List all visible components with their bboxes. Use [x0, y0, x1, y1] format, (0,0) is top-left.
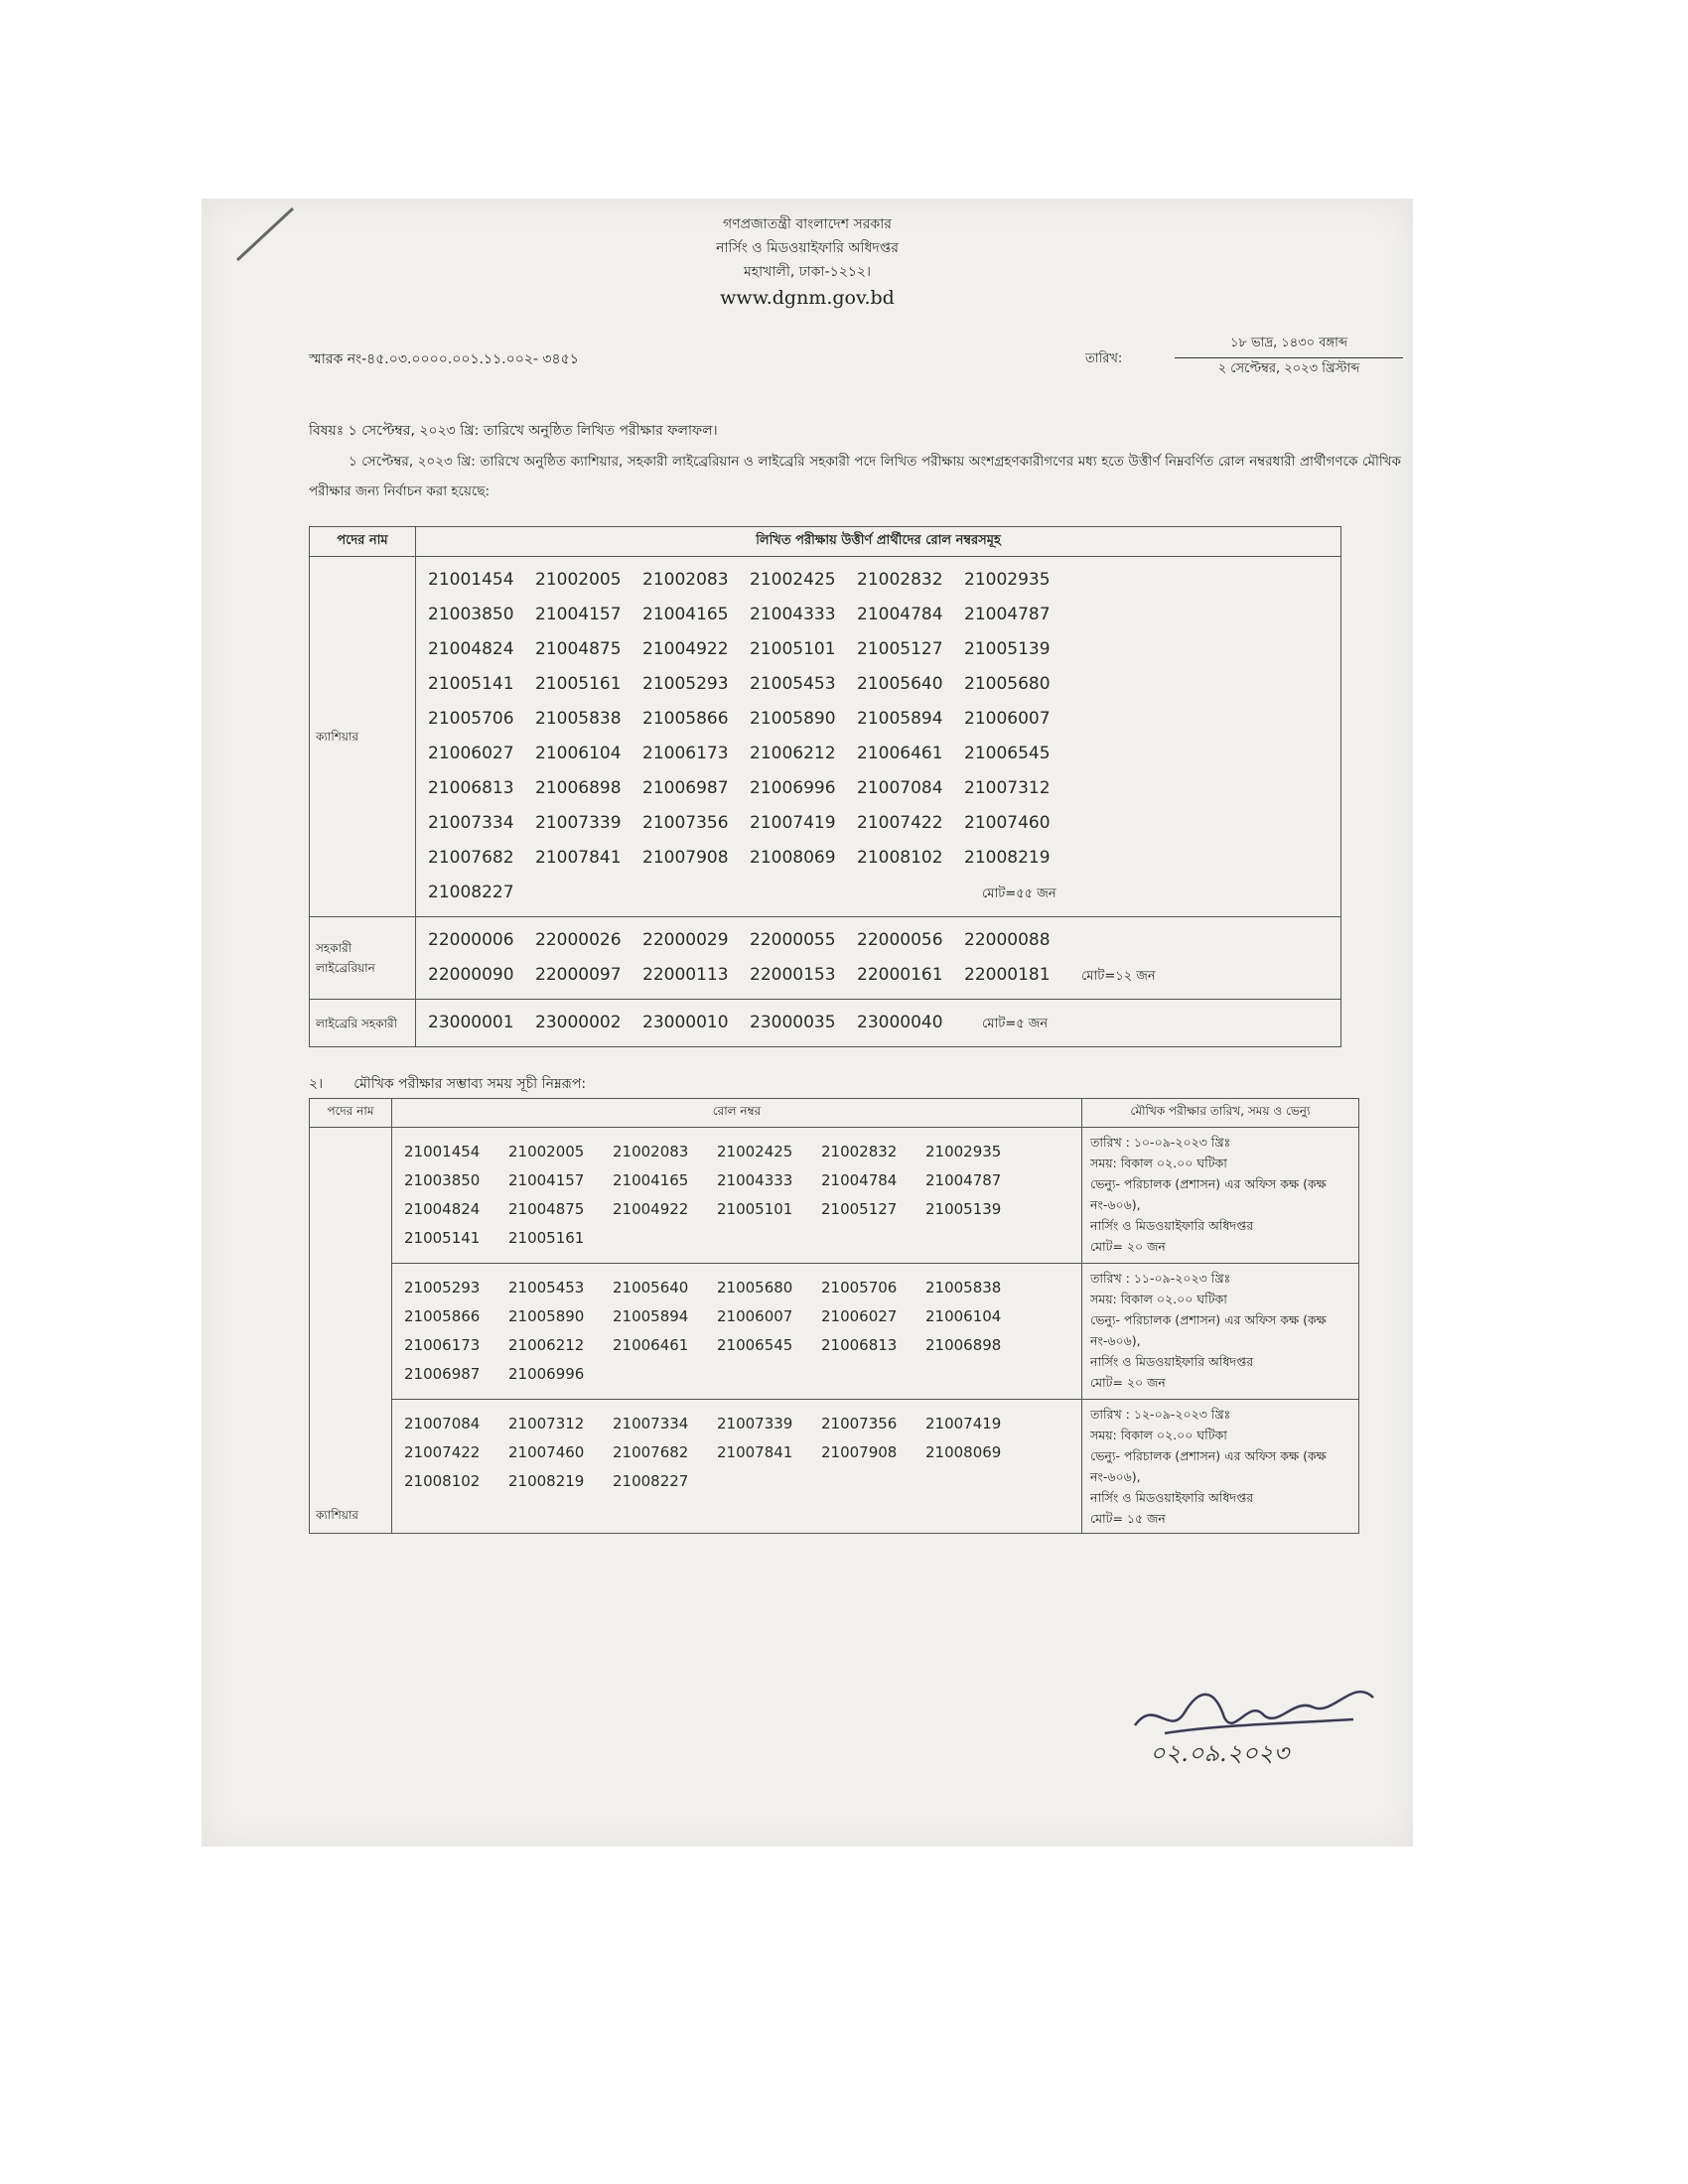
- result-row: [310, 917, 1341, 1000]
- roll-number: 21005680: [964, 674, 1051, 694]
- roll-number: 22000161: [857, 965, 943, 985]
- roll-number: 21006987: [404, 1365, 481, 1383]
- schedule-office: নার্সিং ও মিডওয়াইফারি অধিদপ্তর: [1090, 1354, 1254, 1369]
- roll-number: 21007460: [964, 813, 1051, 833]
- schedule-date: তারিখ : ১২-০৯-২০২৩ খ্রিঃ: [1090, 1407, 1231, 1422]
- roll-row: [404, 1410, 1069, 1438]
- roll-row: [428, 771, 1329, 806]
- roll-number: 22000113: [642, 965, 729, 985]
- post-total: মোট=৫৫ জন: [982, 887, 1056, 901]
- roll-number: 21006898: [925, 1336, 1002, 1354]
- roll-number: 21005293: [404, 1279, 481, 1297]
- roll-number: 21002005: [508, 1143, 585, 1160]
- roll-row: [428, 632, 1329, 667]
- result-table: [309, 526, 1341, 1047]
- roll-number: 21004784: [857, 605, 943, 624]
- roll-number: 21005640: [857, 674, 943, 694]
- roll-number: 21006898: [535, 778, 622, 798]
- roll-number: 21007419: [750, 813, 836, 833]
- schedule-time: সময়: বিকাল ০২.০০ ঘটিকা: [1090, 1428, 1227, 1442]
- roll-number: 21007419: [925, 1415, 1002, 1433]
- roll-number: 21008227: [428, 883, 514, 902]
- header-line-2: নার্সিং ও মিডওয়াইফারি অধিদপ্তর: [716, 240, 899, 256]
- roll-number: 21005838: [925, 1279, 1002, 1297]
- roll-number: 21007339: [535, 813, 622, 833]
- roll-number: 21005127: [821, 1200, 898, 1218]
- schedule-col-post: পদের নাম: [310, 1099, 392, 1128]
- roll-number: 21003850: [404, 1171, 481, 1189]
- post-name: লাইব্রেরি সহকারী: [310, 1000, 416, 1047]
- roll-number: 21004333: [750, 605, 836, 624]
- roll-number: 21007422: [857, 813, 943, 833]
- roll-number: 21005890: [750, 709, 836, 729]
- roll-number: 21006987: [642, 778, 729, 798]
- roll-number: 21005127: [857, 639, 943, 659]
- date-english: ২ সেপ্টেম্বর, ২০২৩ খ্রিস্টাব্দ: [1217, 361, 1360, 376]
- roll-row: [404, 1302, 1069, 1331]
- col-rolls-header: লিখিত পরীক্ষায় উত্তীর্ণ প্রার্থীদের রোল নম্বরসমূহ: [416, 527, 1341, 557]
- roll-number: 21005866: [404, 1307, 481, 1325]
- roll-number: 21006996: [508, 1365, 585, 1383]
- memo-number: স্মারক নং-৪৫.০৩.০০০০.০০১.১১.০০২- ৩৪৫১: [309, 351, 579, 367]
- roll-number: 21006007: [964, 709, 1051, 729]
- roll-number: 21007339: [717, 1415, 793, 1433]
- section-2-heading: [309, 1072, 586, 1096]
- roll-number: 21004824: [404, 1200, 481, 1218]
- roll-number: 21006545: [717, 1336, 793, 1354]
- roll-number: 22000029: [642, 930, 729, 950]
- roll-row: [428, 876, 1329, 910]
- roll-number: 22000097: [535, 965, 622, 985]
- schedule-total: মোট= ২০ জন: [1090, 1239, 1166, 1254]
- schedule-total: মোট= ১৫ জন: [1090, 1511, 1166, 1526]
- roll-list: [416, 917, 1341, 1000]
- roll-number: 23000010: [642, 1013, 729, 1032]
- roll-number: 21006461: [613, 1336, 689, 1354]
- result-row: [310, 557, 1341, 917]
- roll-number: 21005453: [508, 1279, 585, 1297]
- roll-number: 22000090: [428, 965, 514, 985]
- roll-number: 21007312: [964, 778, 1051, 798]
- roll-number: 21006173: [642, 744, 729, 763]
- roll-number: 21005161: [535, 674, 622, 694]
- roll-number: 21008069: [925, 1443, 1002, 1461]
- section-2-title: মৌখিক পরীক্ষার সম্ভাব্য সময় সূচী নিম্নরূপ:: [353, 1076, 587, 1092]
- roll-number: 21005101: [750, 639, 836, 659]
- roll-number: 21005293: [642, 674, 729, 694]
- roll-number: 21007908: [642, 848, 729, 868]
- schedule-table: [309, 1098, 1359, 1534]
- roll-row: [404, 1166, 1069, 1195]
- roll-number: 21002425: [750, 570, 836, 590]
- roll-number: 21008227: [613, 1472, 689, 1490]
- roll-number: 21005161: [508, 1229, 585, 1247]
- roll-number: 21004165: [642, 605, 729, 624]
- schedule-details: [1082, 1400, 1359, 1534]
- schedule-office: নার্সিং ও মিডওয়াইফারি অধিদপ্তর: [1090, 1218, 1254, 1233]
- roll-number: 21007682: [428, 848, 514, 868]
- roll-number: 21004784: [821, 1171, 898, 1189]
- roll-row: [428, 841, 1329, 876]
- roll-number: 21007334: [428, 813, 514, 833]
- letterhead: [202, 212, 1413, 312]
- result-row: [310, 1000, 1341, 1047]
- roll-row: [428, 1006, 1329, 1040]
- roll-row: [404, 1138, 1069, 1166]
- schedule-roll-list: [392, 1128, 1082, 1264]
- roll-number: 21006104: [925, 1307, 1002, 1325]
- col-post-header: পদের নাম: [310, 527, 416, 557]
- roll-number: 21004787: [925, 1171, 1002, 1189]
- schedule-date: তারিখ : ১০-০৯-২০২৩ খ্রিঃ: [1090, 1135, 1231, 1150]
- roll-number: 21002425: [717, 1143, 793, 1160]
- roll-number: 21006996: [750, 778, 836, 798]
- roll-number: 21002935: [925, 1143, 1002, 1160]
- roll-number: 21004922: [642, 639, 729, 659]
- roll-row: [428, 806, 1329, 841]
- schedule-details: [1082, 1264, 1359, 1400]
- roll-row: [428, 702, 1329, 737]
- header-line-1: গণপ্রজাতন্ত্রী বাংলাদেশ সরকার: [723, 216, 892, 232]
- roll-number: 22000181: [964, 965, 1051, 985]
- roll-number: 23000002: [535, 1013, 622, 1032]
- post-total: মোট=১২ জন: [1081, 969, 1156, 984]
- roll-number: 21004157: [535, 605, 622, 624]
- roll-number: 21005141: [428, 674, 514, 694]
- roll-row: [404, 1224, 1069, 1253]
- roll-number: 21007841: [717, 1443, 793, 1461]
- roll-number: 21001454: [404, 1143, 481, 1160]
- roll-row: [428, 563, 1329, 598]
- roll-number: 21007356: [642, 813, 729, 833]
- roll-row: [404, 1467, 1069, 1496]
- roll-number: 21003850: [428, 605, 514, 624]
- roll-number: 21002832: [857, 570, 943, 590]
- schedule-time: সময়: বিকাল ০২.০০ ঘটিকা: [1090, 1292, 1227, 1306]
- roll-number: 21006104: [535, 744, 622, 763]
- roll-number: 21005640: [613, 1279, 689, 1297]
- schedule-venue: ভেন্যু- পরিচালক (প্রশাসন) এর অফিস কক্ষ (কক্ষ নং-৬০৬),: [1090, 1448, 1327, 1484]
- roll-number: 21008219: [964, 848, 1051, 868]
- schedule-row: [310, 1400, 1359, 1534]
- roll-number: 21007356: [821, 1415, 898, 1433]
- header-website: www.dgnm.gov.bd: [720, 287, 895, 309]
- roll-number: 21005838: [535, 709, 622, 729]
- roll-number: 21007084: [857, 778, 943, 798]
- roll-number: 21005894: [857, 709, 943, 729]
- roll-number: 21006027: [428, 744, 514, 763]
- roll-number: 21005101: [717, 1200, 793, 1218]
- schedule-venue: ভেন্যু- পরিচালক (প্রশাসন) এর অফিস কক্ষ (কক্ষ নং-৬০৬),: [1090, 1176, 1327, 1212]
- roll-number: 21004165: [613, 1171, 689, 1189]
- roll-row: [404, 1195, 1069, 1224]
- roll-number: 21004787: [964, 605, 1051, 624]
- roll-row: [428, 667, 1329, 702]
- date-label: তারিখ:: [1085, 351, 1123, 366]
- roll-number: 21002935: [964, 570, 1051, 590]
- schedule-venue: ভেন্যু- পরিচালক (প্রশাসন) এর অফিস কক্ষ (কক্ষ নং-৬০৬),: [1090, 1312, 1327, 1348]
- roll-number: 21002083: [613, 1143, 689, 1160]
- roll-number: 21002083: [642, 570, 729, 590]
- roll-number: 21008102: [857, 848, 943, 868]
- roll-number: 22000088: [964, 930, 1051, 950]
- post-name: ক্যাশিয়ার: [310, 557, 416, 917]
- roll-number: 22000056: [857, 930, 943, 950]
- roll-row: [428, 923, 1329, 958]
- roll-row: [404, 1331, 1069, 1360]
- roll-number: 21007908: [821, 1443, 898, 1461]
- schedule-row: [310, 1264, 1359, 1400]
- roll-number: 21004333: [717, 1171, 793, 1189]
- schedule-time: সময়: বিকাল ০২.০০ ঘটিকা: [1090, 1156, 1227, 1170]
- schedule-post-name: ক্যাশিয়ার: [310, 1128, 392, 1534]
- schedule-col-rolls: রোল নম্বর: [392, 1099, 1082, 1128]
- roll-number: 21008102: [404, 1472, 481, 1490]
- roll-number: 21005706: [428, 709, 514, 729]
- roll-list: [416, 557, 1341, 917]
- roll-number: 21008219: [508, 1472, 585, 1490]
- subject-line: বিষয়ঃ ১ সেপ্টেম্বর, ২০২৩ খ্রি: তারিখে অনুষ্ঠিত লিখিত পরীক্ষার ফলাফল।: [309, 423, 718, 439]
- roll-number: 21005894: [613, 1307, 689, 1325]
- roll-number: 22000055: [750, 930, 836, 950]
- roll-number: 21006461: [857, 744, 943, 763]
- schedule-office: নার্সিং ও মিডওয়াইফারি অধিদপ্তর: [1090, 1490, 1254, 1505]
- roll-row: [404, 1360, 1069, 1389]
- roll-number: 22000026: [535, 930, 622, 950]
- roll-number: 21006007: [717, 1307, 793, 1325]
- roll-number: 21004922: [613, 1200, 689, 1218]
- roll-number: 21007682: [613, 1443, 689, 1461]
- post-total: মোট=৫ জন: [982, 1017, 1049, 1031]
- roll-number: 21001454: [428, 570, 514, 590]
- roll-number: 23000035: [750, 1013, 836, 1032]
- post-name: সহকারী লাইব্রেরিয়ান: [310, 917, 416, 1000]
- schedule-total: মোট= ২০ জন: [1090, 1375, 1166, 1390]
- roll-row: [428, 598, 1329, 632]
- roll-number: 22000006: [428, 930, 514, 950]
- roll-number: 21002832: [821, 1143, 898, 1160]
- roll-number: 21005890: [508, 1307, 585, 1325]
- roll-number: 21004875: [508, 1200, 585, 1218]
- roll-number: 21007084: [404, 1415, 481, 1433]
- roll-row: [404, 1274, 1069, 1302]
- roll-number: 23000001: [428, 1013, 514, 1032]
- schedule-roll-list: [392, 1400, 1082, 1534]
- roll-list: [416, 1000, 1341, 1047]
- schedule-roll-list: [392, 1264, 1082, 1400]
- date-bangla: ১৮ ভাদ্র, ১৪৩০ বঙ্গাব্দ: [1175, 334, 1403, 358]
- roll-number: 21007312: [508, 1415, 585, 1433]
- document-paper: [202, 199, 1413, 1846]
- roll-number: 21002005: [535, 570, 622, 590]
- roll-number: 21006212: [508, 1336, 585, 1354]
- roll-number: 21007334: [613, 1415, 689, 1433]
- signature-date: ০২.০৯.২০২৩: [1150, 1739, 1290, 1767]
- schedule-details: [1082, 1128, 1359, 1264]
- roll-number: 21004824: [428, 639, 514, 659]
- roll-number: 21005453: [750, 674, 836, 694]
- roll-number: 21007841: [535, 848, 622, 868]
- header-line-3: মহাখালী, ঢাকা-১২১২।: [743, 264, 872, 280]
- body-paragraph: ১ সেপ্টেম্বর, ২০২৩ খ্রি: তারিখে অনুষ্ঠিত ক্যাশিয়ার, সহকারী লাইব্রেরিয়ান ও লাইব্রেরি সহকারী পদে লিখিত পরীক্ষায় অংশগ্রহণকারীগণের মধ্য হতে উত্তীর্ণ নিম্নবর্ণিত রোল নম্বরধারী প্রার্থীগণকে মৌখিক পরীক্ষার জন্য নির্বাচন করা হয়েছে:: [309, 454, 1401, 499]
- roll-number: 21006813: [428, 778, 514, 798]
- roll-number: 23000040: [857, 1013, 943, 1032]
- roll-number: 21007460: [508, 1443, 585, 1461]
- schedule-date: তারিখ : ১১-০৯-২০২৩ খ্রিঃ: [1090, 1271, 1231, 1286]
- roll-number: 21005141: [404, 1229, 481, 1247]
- section-2-number: ২।: [309, 1076, 324, 1092]
- roll-number: 21007422: [404, 1443, 481, 1461]
- roll-number: 21006027: [821, 1307, 898, 1325]
- roll-number: 21004875: [535, 639, 622, 659]
- roll-number: 21005706: [821, 1279, 898, 1297]
- roll-number: 21008069: [750, 848, 836, 868]
- roll-number: 21006813: [821, 1336, 898, 1354]
- roll-row: [428, 737, 1329, 771]
- schedule-row: [310, 1128, 1359, 1264]
- roll-number: 21006173: [404, 1336, 481, 1354]
- schedule-col-date: মৌখিক পরীক্ষার তারিখ, সময় ও ভেন্যু: [1082, 1099, 1359, 1128]
- roll-number: 21005866: [642, 709, 729, 729]
- roll-number: 21006212: [750, 744, 836, 763]
- roll-number: 22000153: [750, 965, 836, 985]
- roll-number: 21004157: [508, 1171, 585, 1189]
- roll-number: 21005139: [925, 1200, 1002, 1218]
- roll-row: [404, 1438, 1069, 1467]
- roll-number: 21005139: [964, 639, 1051, 659]
- roll-row: [428, 958, 1329, 993]
- roll-number: 21005680: [717, 1279, 793, 1297]
- roll-number: 21006545: [964, 744, 1051, 763]
